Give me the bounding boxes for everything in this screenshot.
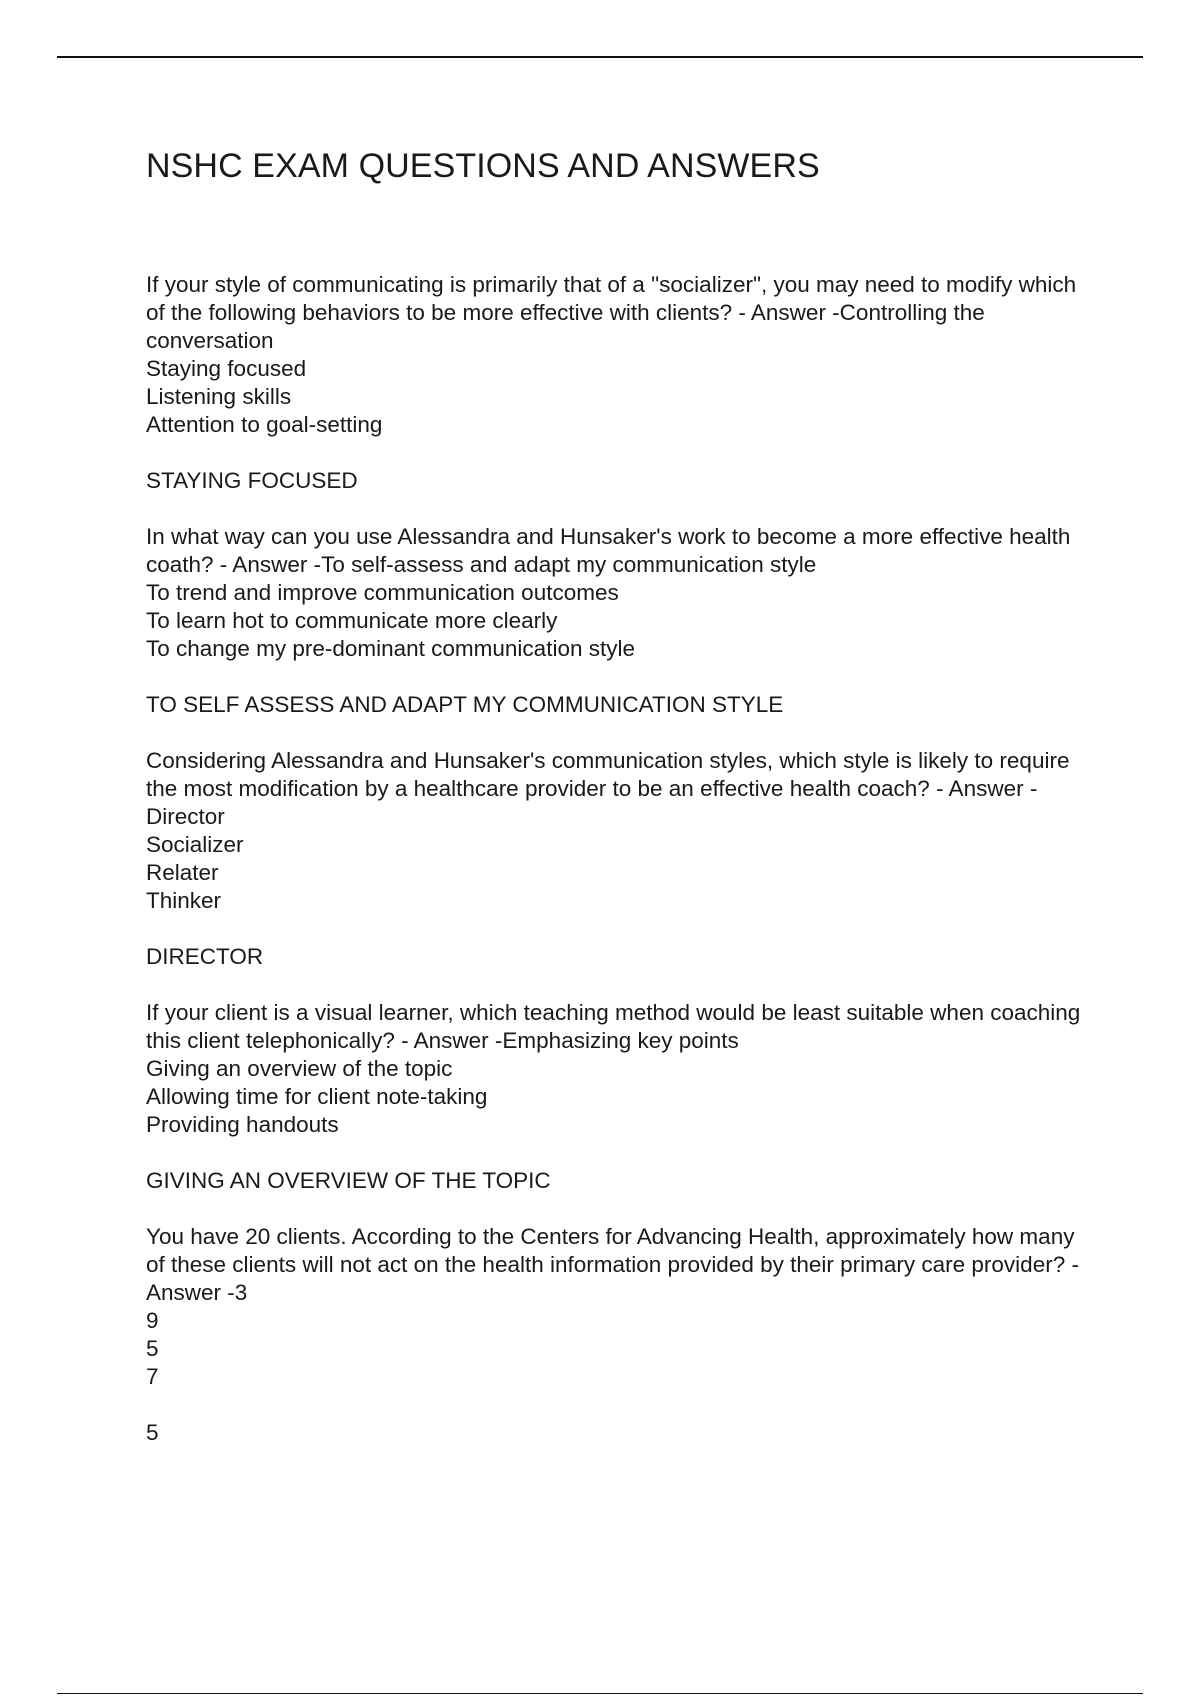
option: To learn hot to communicate more clearly [146,608,558,633]
option: 9 [146,1308,159,1333]
option: 5 [146,1336,159,1361]
answer-text: DIRECTOR [146,944,264,969]
question-text: Considering Alessandra and Hunsaker's communication styles, which style is likely to require the most modification by a healthcare provider to be an effective health coach? - Answer -Director [146,748,1070,829]
option: Allowing time for client note-taking [146,1084,488,1109]
option: Staying focused [146,356,307,381]
option: Thinker [146,888,222,913]
question-text: You have 20 clients. According to the Centers for Advancing Health, approximately how many of these clients will not act on the health information provided by their primary care provider? - Answer -3 [146,1224,1079,1305]
qa-block-4 [146,999,1096,1139]
bottom-rule [57,1693,1143,1694]
qa-block-5 [146,1223,1096,1391]
option: To change my pre-dominant communication style [146,636,635,661]
option: Listening skills [146,384,292,409]
option: Giving an overview of the topic [146,1056,453,1081]
option: Socializer [146,832,244,857]
document-title: NSHC EXAM QUESTIONS AND ANSWERS [146,147,820,185]
option: Attention to goal-setting [146,412,383,437]
question-text: If your client is a visual learner, which teaching method would be least suitable when coaching this client telephonically? - Answer -Emphasizing key points [146,1000,1081,1053]
answer-text: TO SELF ASSESS AND ADAPT MY COMMUNICATION STYLE [146,692,784,717]
qa-block-2 [146,523,1096,663]
question-text: If your style of communicating is primarily that of a "socializer", you may need to modify which of the following behaviors to be more effective with clients? - Answer -Controlling the conversation [146,272,1077,353]
document-body [146,271,1096,1475]
qa-block-3 [146,747,1096,915]
qa-block-1 [146,271,1096,439]
option: Relater [146,860,219,885]
answer-text: 5 [146,1420,159,1445]
top-rule [57,56,1143,58]
answer-text: GIVING AN OVERVIEW OF THE TOPIC [146,1168,551,1193]
question-text: In what way can you use Alessandra and Hunsaker's work to become a more effective health coath? - Answer -To self-assess and adapt my communication style [146,524,1071,577]
answer-text: STAYING FOCUSED [146,468,358,493]
option: Providing handouts [146,1112,339,1137]
option: 7 [146,1364,159,1389]
option: To trend and improve communication outcomes [146,580,619,605]
